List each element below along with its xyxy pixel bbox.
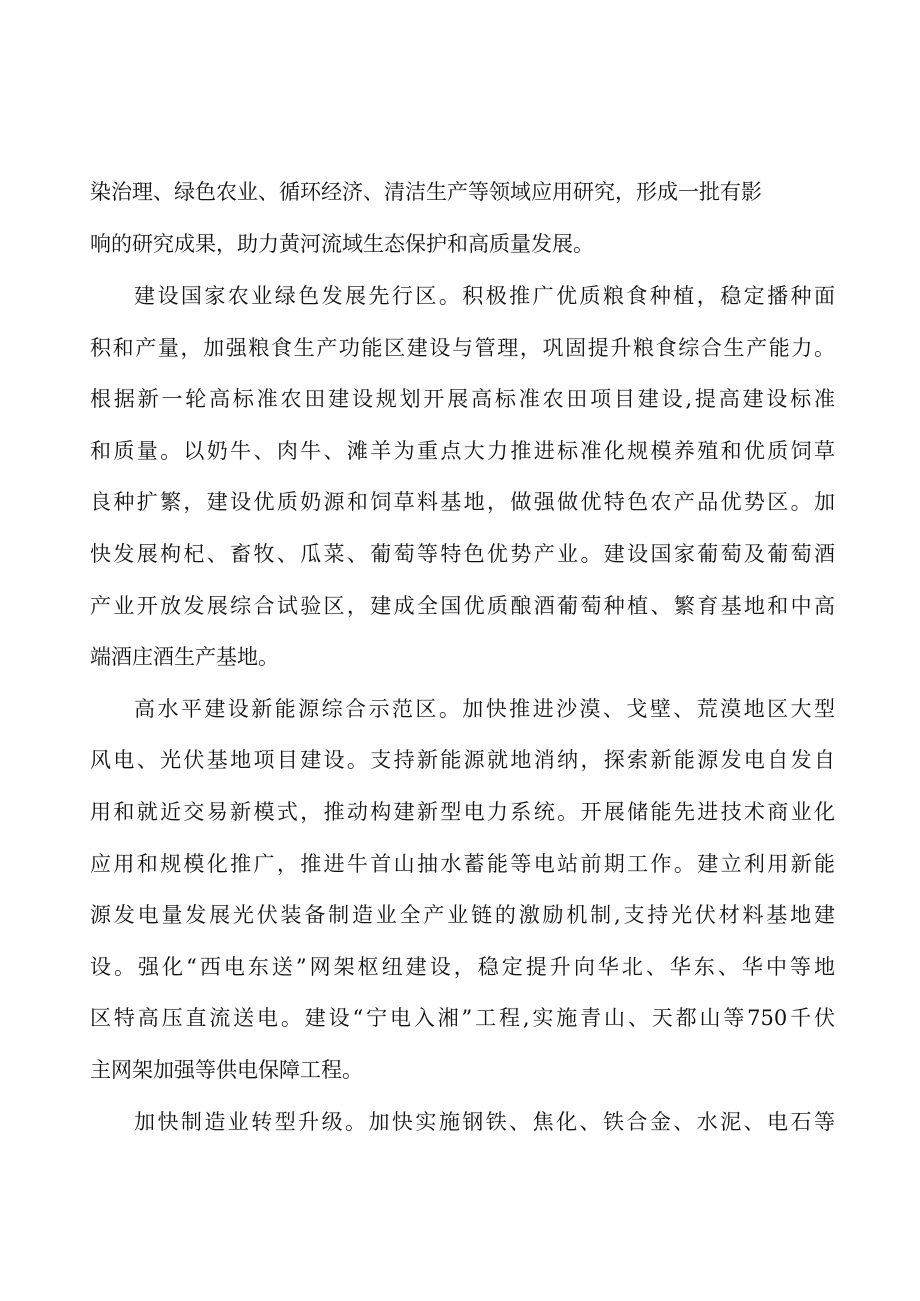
body-line: 染治理、绿色农业、循环经济、清洁生产等领域应用研究，形成一批有影 <box>90 180 762 204</box>
body-line: 主网架加强等供电保障工程。 <box>90 1058 363 1082</box>
body-line: 和质量。以奶牛、肉牛、滩羊为重点大力推进标准化规模养殖和优质饲草 <box>90 439 835 463</box>
paragraph-heading-line: 建设国家农业绿色发展先行区。积极推广优质粮食种植，稳定播种面 <box>134 284 835 308</box>
body-line: 风电、光伏基地项目建设。支持新能源就地消纳，探索新能源发电自发自 <box>90 748 835 772</box>
body-line: 设。强化“西电东送”网架枢纽建设，稳定提升向华北、华东、华中等地 <box>90 955 835 979</box>
body-line: 用和就近交易新模式，推动构建新型电力系统。开展储能先进技术商业化 <box>90 800 835 824</box>
body-line: 应用和规模化推广，推进牛首山抽水蓄能等电站前期工作。建立利用新能 <box>90 852 835 876</box>
body-line: 响的研究成果，助力黄河流域生态保护和高质量发展。 <box>90 232 594 256</box>
body-line: 良种扩繁，建设优质奶源和饲草料基地，做强做优特色农产品优势区。加 <box>90 490 835 514</box>
body-line: 积和产量，加强粮食生产功能区建设与管理，巩固提升粮食综合生产能力。 <box>90 336 835 360</box>
paragraph-heading-line: 加快制造业转型升级。加快实施钢铁、焦化、铁合金、水泥、电石等 <box>134 1110 835 1134</box>
body-line: 端酒庄酒生产基地。 <box>90 645 279 669</box>
body-line: 快发展枸杞、畜牧、瓜菜、葡萄等特色优势产业。建设国家葡萄及葡萄酒 <box>90 542 835 566</box>
body-line: 根据新一轮高标准农田建设规划开展高标准农田项目建设,提高建设标准 <box>90 387 835 411</box>
paragraph-heading-line: 高水平建设新能源综合示范区。加快推进沙漠、戈壁、荒漠地区大型 <box>134 697 835 721</box>
body-line: 区特高压直流送电。建设“宁电入湘”工程,实施青山、天都山等750千伏 <box>90 1006 835 1030</box>
body-line: 产业开放发展综合试验区，建成全国优质酿酒葡萄种植、繁育基地和中高 <box>90 594 835 618</box>
body-line: 源发电量发展光伏装备制造业全产业链的激励机制,支持光伏材料基地建 <box>90 903 835 927</box>
